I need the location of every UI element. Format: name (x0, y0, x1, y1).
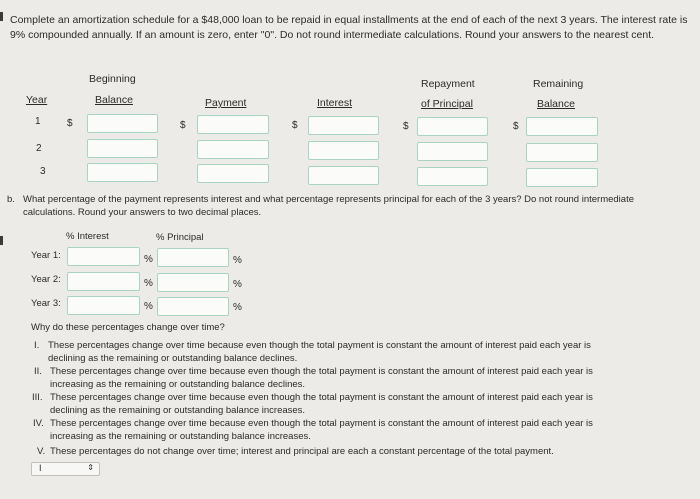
edge-marker (0, 236, 3, 245)
option-text: These percentages do not change over time; interest and principal are each a constant percentage of the total payment. (50, 446, 554, 457)
principal-percent-input[interactable] (157, 248, 229, 267)
question-b-text: What percentage of the payment represents interest and what percentage represents principal for each of the 3 years? Do not round intermediate calculations. Round your answers to two decimal places. (23, 194, 634, 218)
remaining-balance-input[interactable] (526, 117, 598, 136)
header-interest: Interest (317, 97, 353, 109)
dollar-sign: $ (292, 120, 298, 131)
percent-sign: % (233, 302, 242, 313)
option-text: These percentages change over time because even though the total payment is constant the amount of interest paid each year is increasing as the remaining or outstanding balance declines. (50, 366, 593, 390)
remaining-balance-input[interactable] (526, 143, 598, 162)
year-row-label: Year 1: (31, 250, 61, 261)
interest-percent-input[interactable] (67, 272, 140, 291)
dollar-sign: $ (403, 121, 409, 132)
interest-input[interactable] (308, 141, 379, 160)
dollar-sign: $ (180, 120, 186, 131)
principal-input[interactable] (417, 142, 488, 161)
principal-input[interactable] (417, 117, 488, 136)
option-text: These percentages change over time because even though the total payment is constant the amount of interest paid each year is declining as the remaining or outstanding balance declines. (48, 340, 591, 364)
payment-input[interactable] (197, 140, 269, 159)
beginning-balance-input[interactable] (87, 163, 158, 182)
header-repayment: Repayment (421, 78, 475, 90)
header-remaining-balance: Balance (537, 98, 575, 110)
dollar-sign: $ (67, 118, 73, 129)
percent-sign: % (233, 255, 242, 266)
question-b-label: b. (7, 194, 15, 205)
option-number: IV. (33, 418, 44, 429)
interest-input[interactable] (308, 116, 379, 135)
select-arrow-icon: ⇕ (87, 463, 94, 472)
interest-input[interactable] (308, 166, 379, 185)
payment-input[interactable] (197, 164, 269, 183)
beginning-balance-input[interactable] (87, 139, 158, 158)
answer-select-value: I (39, 463, 42, 473)
beginning-balance-input[interactable] (87, 114, 158, 133)
question-c-text: Why do these percentages change over time? (31, 322, 225, 333)
year-row-label: Year 3: (31, 298, 61, 309)
remaining-balance-input[interactable] (526, 168, 598, 187)
percent-sign: % (233, 279, 242, 290)
principal-percent-input[interactable] (157, 297, 229, 316)
year-label: 2 (36, 143, 42, 154)
option-number: I. (34, 340, 40, 351)
percent-sign: % (144, 254, 153, 265)
dollar-sign: $ (513, 121, 519, 132)
interest-percent-input[interactable] (67, 247, 140, 266)
percent-sign: % (144, 278, 153, 289)
option-text: These percentages change over time because even though the total payment is constant the amount of interest paid each year is increasing as the remaining or outstanding balance increases. (50, 418, 593, 442)
option-number: II. (34, 366, 42, 377)
question-a-text: Complete an amortization schedule for a $48,000 loan to be repaid in equal installments at the end of each of the next 3 years. The interest rate is 9% compounded annually. If an amount is zero, enter "0". Do not round intermediate calculations. Round your answers to the nearest cent. (10, 14, 688, 41)
year-label: 3 (40, 166, 46, 177)
interest-percent-input[interactable] (67, 296, 140, 315)
payment-input[interactable] (197, 115, 269, 134)
col-principal-header: % Principal (156, 232, 204, 243)
year-label: 1 (35, 116, 41, 127)
header-of-principal: of Principal (421, 98, 473, 110)
answer-select[interactable] (31, 462, 100, 476)
option-text: These percentages change over time because even though the total payment is constant the amount of interest paid each year is declining as the remaining or outstanding balance increases. (50, 392, 593, 416)
year-row-label: Year 2: (31, 274, 61, 285)
principal-percent-input[interactable] (157, 273, 229, 292)
edge-marker (0, 12, 3, 21)
principal-input[interactable] (417, 167, 488, 186)
header-remaining: Remaining (533, 78, 584, 90)
option-number: V. (37, 446, 46, 457)
percent-sign: % (144, 301, 153, 312)
col-interest-header: % Interest (66, 231, 109, 242)
option-number: III. (32, 392, 43, 403)
header-payment: Payment (205, 97, 247, 109)
header-beginning: Beginning (89, 73, 136, 85)
header-beginning-balance: Balance (95, 94, 133, 106)
header-year: Year (26, 94, 48, 106)
